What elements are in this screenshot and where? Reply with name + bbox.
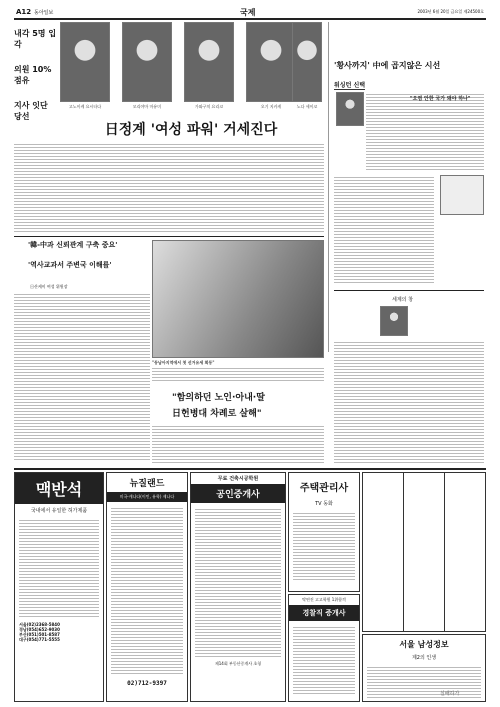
right-headline: '황사까지' 中에 곱지않은 시선 <box>334 61 441 70</box>
right-column-label: 워싱턴 신택 <box>334 82 366 89</box>
ad-mekbanseok-phone-3: 부산(051)501-8587 <box>19 632 60 637</box>
ad-seoul-title: 서울 남성정보 <box>399 640 449 649</box>
ad-mekbanseok[interactable] <box>14 472 104 702</box>
story2-body <box>152 424 324 464</box>
ad-housing[interactable] <box>288 472 360 592</box>
ad-housing-sub: TV 동화 <box>315 501 333 507</box>
portrait-photo-3 <box>184 22 234 102</box>
portrait-photo-1 <box>60 22 110 102</box>
columnist-photo <box>336 92 364 126</box>
ad-mekbanseok-title: 맥반석 <box>15 473 103 504</box>
ad-realestate-sub: 무료 건축시공학원 <box>217 476 259 482</box>
ad-mekbanseok-sub: 국내에서 유일한 허가제품 <box>30 508 88 514</box>
right-body-text <box>366 92 484 172</box>
ad-mekbanseok-text <box>19 518 99 618</box>
ad-police-sub: 탁연진 고고학원 1위합격 <box>302 597 346 602</box>
page-header <box>14 6 486 18</box>
ad-realestate-title: 공인중개사 <box>191 484 285 503</box>
left-title-1: 내각 5명 입각 <box>14 29 57 49</box>
right-mid-body <box>334 340 484 465</box>
ad-seoul-sub: 제2의 인생 <box>411 655 437 661</box>
ad-police[interactable] <box>288 594 360 702</box>
portrait-photo-5 <box>292 22 322 102</box>
portrait-caption-3: 가와구치 요리코 <box>194 104 224 109</box>
ad-housing-title: 주택관리사 <box>299 483 349 494</box>
newspaper-name: 동아일보 <box>34 10 54 16</box>
ad-newzealand[interactable] <box>106 472 188 702</box>
left-title-block <box>14 22 58 121</box>
issue-date: 2003년 6월 20일 금요일 제24500호 <box>417 9 484 14</box>
right-mid-column: 세계의 창 <box>392 297 413 303</box>
ad-police-text <box>293 625 355 695</box>
right-subhead: "오염 안한 국가 돼야 하나" <box>410 96 471 102</box>
ad-grid[interactable] <box>362 472 486 632</box>
ad-realestate-text <box>195 507 281 657</box>
ad-realestate[interactable] <box>190 472 286 702</box>
center-caption-text <box>152 366 324 382</box>
center-photo-caption: "동남아지역에서 첫 선거유세 회동" <box>152 360 215 365</box>
center-photo <box>152 240 324 358</box>
portrait-photo-2 <box>122 22 172 102</box>
ad-newzealand-phone: 02)712-9397 <box>127 680 167 687</box>
ad-mekbanseok-phone-1: 서울(02)2368-5840 <box>19 622 60 627</box>
ad-seoul[interactable] <box>362 634 486 702</box>
main-body-text <box>14 142 324 232</box>
right-body-text-2 <box>334 175 434 285</box>
ad-newzealand-sub: 미국·캐나다(이민, 유학) 제나다 <box>107 492 187 502</box>
ad-newzealand-title: 뉴질랜드 <box>129 479 165 489</box>
portrait-photo-4 <box>246 22 296 102</box>
page-number: A12 <box>16 8 32 16</box>
left-title-2: 의원 10%점유 <box>14 65 52 85</box>
portrait-caption-2: 모리야마 마유미 <box>132 104 162 109</box>
ad-realestate-note: 제14회 부동산중개사 초청 <box>214 661 262 666</box>
portrait-caption-5: 노다 세이코 <box>296 104 318 109</box>
ad-police-title: 경찰직 증개사 <box>289 605 359 621</box>
main-headline: 日정계 '여성 파워' 거세진다 <box>104 122 278 138</box>
portrait-caption-4: 오기 지카게 <box>260 104 282 109</box>
stamp: 실배하가 <box>440 691 460 697</box>
ad-seoul-text <box>367 665 481 699</box>
korea-body-text <box>14 292 150 462</box>
korea-title-1: '韓-中과 신뢰관계 구축 중요' <box>28 241 118 249</box>
left-title-3: 지사 잇단 당선 <box>14 101 48 121</box>
cartoon-image <box>440 175 484 215</box>
right-mid-photo <box>380 306 408 336</box>
story2-title-1: "함의하던 노인·아내·딸 <box>172 393 265 403</box>
ad-mekbanseok-phone-4: 대구(054)771-5555 <box>19 637 60 642</box>
korea-title-2: '역사교과서 주변국 이해를' <box>28 261 112 269</box>
ad-housing-text <box>293 511 355 581</box>
portrait-caption-1: 고노이케 요시타다 <box>68 104 102 109</box>
korea-subhead: 日산케이 여성 위원장 <box>30 284 68 289</box>
ad-mekbanseok-phone-2: 경남(054)652-9030 <box>19 627 60 632</box>
story2-title-2: 日헌병대 차례로 살해" <box>172 409 262 419</box>
section-title: 국제 <box>240 8 256 17</box>
ad-newzealand-text <box>111 506 183 676</box>
